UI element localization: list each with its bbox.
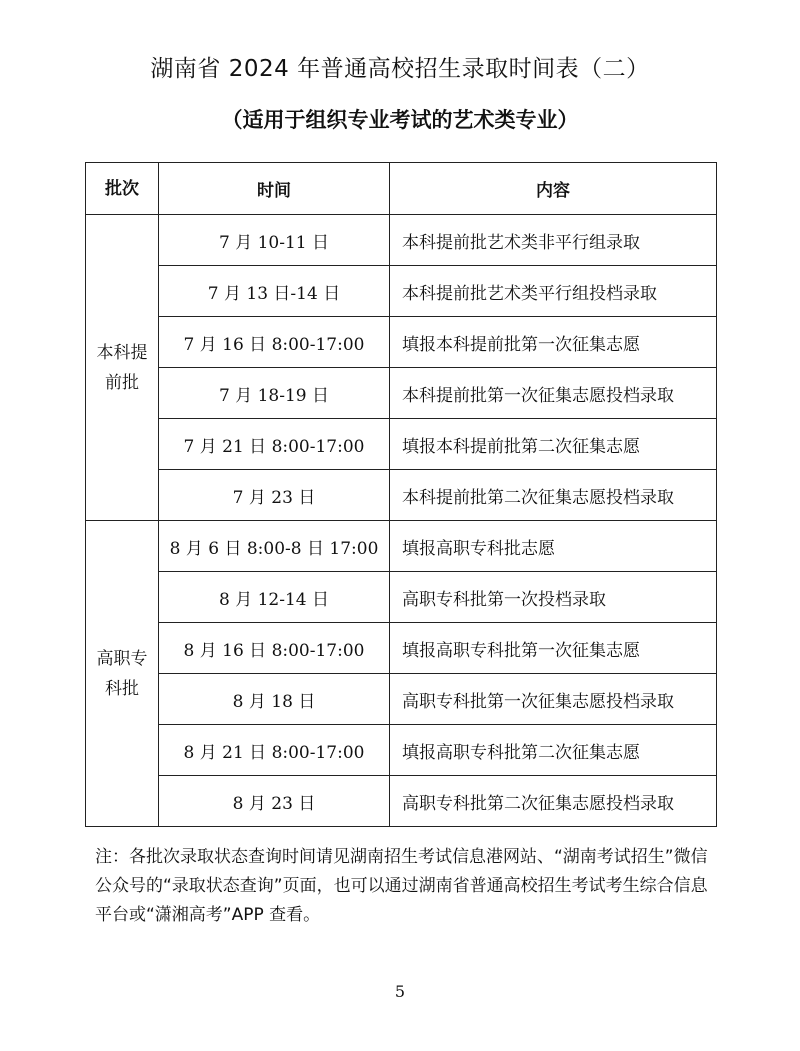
table-row <box>86 368 717 419</box>
batch-label: 高职专科批 <box>96 648 148 699</box>
content-cell: 高职专科批第一次征集志愿投档录取 <box>390 674 717 725</box>
time-cell: 8 月 18 日 <box>159 674 390 725</box>
page-title: 湖南省 2024 年普通高校招生录取时间表（二） <box>150 56 650 82</box>
batch-label: 本科提前批 <box>96 342 148 393</box>
table-row <box>86 674 717 725</box>
table-row <box>86 776 717 827</box>
content-cell: 本科提前批艺术类非平行组录取 <box>390 215 717 266</box>
page-subtitle: （适用于组织专业考试的艺术类专业） <box>221 108 579 132</box>
batch-cell <box>86 521 159 827</box>
page-number: 5 <box>394 982 406 1001</box>
table-row <box>86 521 717 572</box>
table-row <box>86 623 717 674</box>
time-cell: 8 月 6 日 8:00-8 日 17:00 <box>159 521 390 572</box>
table-header-row <box>86 163 717 215</box>
time-cell: 8 月 16 日 8:00-17:00 <box>159 623 390 674</box>
content-cell: 填报高职专科批志愿 <box>390 521 717 572</box>
batch-cell <box>86 215 159 521</box>
content-cell: 填报本科提前批第一次征集志愿 <box>390 317 717 368</box>
time-cell: 7 月 18-19 日 <box>159 368 390 419</box>
content-cell: 填报本科提前批第二次征集志愿 <box>390 419 717 470</box>
table-row <box>86 419 717 470</box>
schedule-table <box>85 162 717 827</box>
time-cell: 8 月 21 日 8:00-17:00 <box>159 725 390 776</box>
time-cell: 7 月 21 日 8:00-17:00 <box>159 419 390 470</box>
time-cell: 8 月 23 日 <box>159 776 390 827</box>
table-row <box>86 725 717 776</box>
table-row <box>86 266 717 317</box>
table-row <box>86 572 717 623</box>
header-batch: 批次 <box>86 163 159 215</box>
footnote: 注：各批次录取状态查询时间请见湖南招生考试信息港网站、“湖南考试招生”微信公众号的“录取状态查询”页面，也可以通过湖南省普通高校招生考试考生综合信息平台或“潇湘高考”APP 查看。 <box>95 847 708 925</box>
time-cell: 7 月 23 日 <box>159 470 390 521</box>
content-cell: 本科提前批第一次征集志愿投档录取 <box>390 368 717 419</box>
content-cell: 填报高职专科批第一次征集志愿 <box>390 623 717 674</box>
table-row <box>86 317 717 368</box>
time-cell: 8 月 12-14 日 <box>159 572 390 623</box>
header-content: 内容 <box>390 163 717 215</box>
time-cell: 7 月 13 日-14 日 <box>159 266 390 317</box>
header-time: 时间 <box>159 163 390 215</box>
content-cell: 高职专科批第二次征集志愿投档录取 <box>390 776 717 827</box>
time-cell: 7 月 16 日 8:00-17:00 <box>159 317 390 368</box>
content-cell: 本科提前批第二次征集志愿投档录取 <box>390 470 717 521</box>
table-row <box>86 470 717 521</box>
table-body <box>86 215 717 827</box>
content-cell: 填报高职专科批第二次征集志愿 <box>390 725 717 776</box>
content-cell: 本科提前批艺术类平行组投档录取 <box>390 266 717 317</box>
table-row <box>86 215 717 266</box>
time-cell: 7 月 10-11 日 <box>159 215 390 266</box>
content-cell: 高职专科批第一次投档录取 <box>390 572 717 623</box>
